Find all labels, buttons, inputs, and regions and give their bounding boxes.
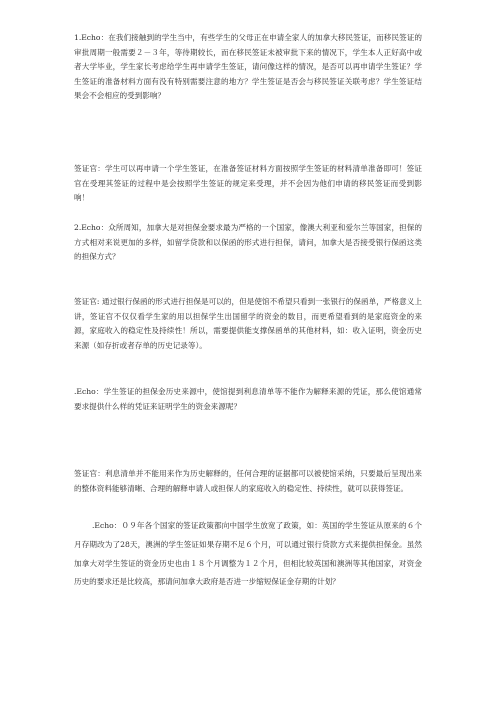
answer-paragraph-3: 签证官：利息清单并不能用来作为历史解释的，任何合理的证据都可以被使馆采纳，只要最后呈现出来的整体资料能够清晰、合理的解释申请人或担保人的家庭收入的稳定性、持续性，就可以获得签证。 bbox=[74, 469, 422, 493]
answer-paragraph-2: 签证官: 通过银行保函的形式进行担保是可以的，但是使馆不希望只看到一张银行的保函单，严格意义上讲，签证官不仅仅看学生家的用以担保学生出国留学的资金的数目，而更希望看到的是家庭资金的来源，家庭收入的稳定性及持续性！所以，需要提供能支撑保函单的其他材料，如：收入证明，资金历史来源（如存折或者存单的历史记录等）。 bbox=[74, 297, 422, 350]
question-paragraph-4: .Echo：０９年各个国家的签证政策都向中国学生放宽了政策，如：英国的学生签证从原来的６个月存期改为了28天，澳洲的学生签证如果存期不足６个月，可以通过银行贷款方式来提供担保金。虽然加拿大对学生签证的资金历史也由１８个月调整为１２个月，但相比较英国和澳洲等其他国家，对资金历史的要求还是比较高，那请问加拿大政府是否进一步缩短保证金存期的计划？ bbox=[74, 521, 422, 587]
question-paragraph-3: .Echo：学生签证的担保金历史来源中，使馆提到利息清单等不能作为解释来源的凭证，那么使馆通常要求提供什么样的凭证来证明学生的资金来源呢？ bbox=[74, 387, 422, 411]
question-paragraph-1: 1.Echo：在我们接触到的学生当中，有些学生的父母正在申请全家人的加拿大移民签证，而移民签证的审批周期一般需要２－３年，等待期较长，而在移民签证未被审批下来的情况下，学生本人正好高中或者大学毕业，学生家长考虑给学生再申请学生签证，请问像这样的情况，是否可以再申请学生签证？学生签证的准备材料方面有没有特别需要注意的地方？学生签证是否会与移民签证关联考虑？学生签证结果会不会相应的受到影响？ bbox=[74, 33, 422, 101]
question-paragraph-2: 2.Echo：众所周知，加拿大是对担保金要求最为严格的一个国家，像澳大利亚和爱尔兰等国家，担保的方式相对来说更加的多样，如留学贷款和以保函的形式进行担保，请问，加拿大是否接受银行保函这类的担保方式？ bbox=[74, 223, 422, 262]
answer-paragraph-1: 签证官：学生可以再申请一个学生签证，在准备签证材料方面按照学生签证的材料清单准备即可！签证官在受理其签证的过程中是会按照学生签证的规定来受理，并不会因为他们申请的移民签证而受到影响！ bbox=[74, 164, 422, 203]
